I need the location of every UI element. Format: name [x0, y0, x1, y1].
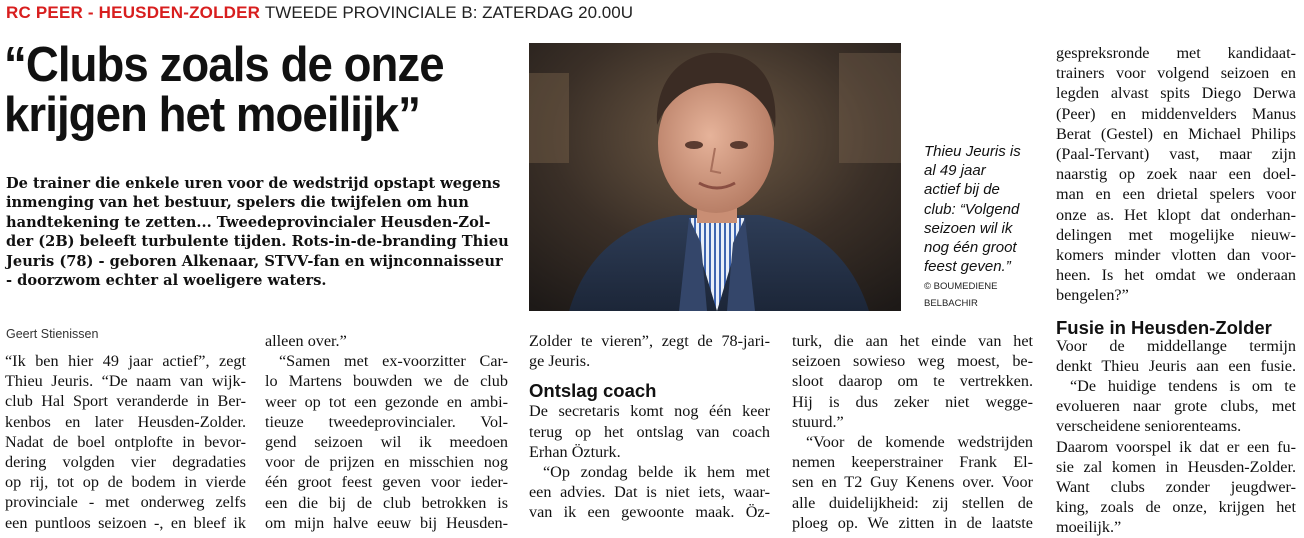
body-line: lo Martens bouwden we de club — [265, 372, 508, 391]
body-line: provinciale - met onderweg zelfs — [5, 493, 246, 512]
body-line: tieuze tweedeprovincialer. Vol- — [265, 412, 508, 431]
body-line: bengelen?” — [1056, 286, 1129, 305]
caption-line: nog één groot — [924, 239, 1017, 257]
body-line: een die bij de club betrokken is — [265, 493, 508, 512]
caption-line: al 49 jaar — [924, 162, 986, 180]
body-column-1 — [5, 351, 246, 533]
body-line: kenbos en later Heusden-Zolder. — [5, 412, 246, 431]
body-line: legden alvast spits Diego Derwa — [1056, 84, 1296, 103]
body-line: voor de prijzen en misschien nog — [265, 453, 508, 472]
body-line: De secretaris komt nog één keer — [529, 402, 770, 421]
body-line: Want clubs zonder jeugdwer- — [1056, 478, 1296, 497]
body-line: dering volgden vier degradaties — [5, 453, 246, 472]
body-line: van ik een gewoonte maak. Öz- — [529, 503, 770, 522]
body-line: stuurd.” — [792, 412, 844, 431]
body-line: naarstig op zoek naar een doel- — [1056, 165, 1296, 184]
body-line: moeilijk.” — [1056, 518, 1122, 537]
body-line: “Samen met ex-voorzitter Car- — [279, 352, 508, 371]
credit-line: BELBACHIR — [924, 298, 978, 309]
credit-line: © BOUMEDIENE — [924, 281, 998, 292]
body-line: king, zoals de onze, krijgen het — [1056, 498, 1296, 517]
body-line: “De huidige tendens is om te — [1070, 377, 1296, 396]
body-line: (Paal-Tervant) vast, maar zijn — [1056, 145, 1296, 164]
body-line: Daarom voorspel ik dat er een fu- — [1056, 437, 1296, 456]
body-line: alle duidelijkheid: zij stellen de — [792, 493, 1033, 512]
body-line: heen. Is het omdat we onderaan — [1056, 266, 1296, 285]
body-line: man en een drietal spelers voor — [1056, 185, 1296, 204]
body-line: sen en T2 Guy Kenens over. Voor — [792, 473, 1033, 492]
body-line: seizoen sowieso weg moest, be- — [792, 352, 1033, 371]
body-line: een puntloos seizoen -, en bleef ik — [5, 513, 246, 532]
body-line: een advies. Dat is niet iets, waar- — [529, 483, 770, 502]
body-line: ge Jeuris. — [529, 352, 591, 371]
body-line: weer op tot een gezonde en ambi- — [265, 392, 508, 411]
subhead-fusie: Fusie in Heusden-Zolder — [1056, 316, 1272, 338]
body-line: Thieu Jeuris. “De naam van wijk- — [5, 372, 246, 391]
article-lead — [6, 174, 509, 290]
body-line: nemen keeperstrainer Frank El- — [792, 453, 1033, 472]
body-line: evolueren naar grote clubs, met — [1056, 397, 1296, 416]
body-line: turk, die aan het einde van het — [792, 332, 1033, 350]
body-line: “Ik ben hier 49 jaar actief”, zegt — [5, 352, 246, 370]
lead-line: Jeuris (78) - geboren Alkenaar, STVV-fan en wijnconnaisseur — [6, 252, 503, 270]
body-line: (Peer) en middenvelders Manus — [1056, 104, 1296, 123]
caption-line: club: “Volgend — [924, 200, 1020, 218]
body-line: Voor de middellange termijn — [1056, 336, 1296, 355]
body-line: club Hal Sport veranderde in Ber- — [5, 392, 246, 411]
caption-line: Thieu Jeuris is — [924, 143, 1021, 160]
portrait-photo — [529, 43, 901, 311]
body-line: trainers voor volgend seizoen en — [1056, 64, 1296, 83]
article-byline: Geert Stienissen — [6, 327, 99, 341]
body-line: één groot feest geven voor ieder- — [265, 473, 508, 492]
body-column-2 — [265, 331, 508, 533]
body-line: gespreksronde met kandidaat- — [1056, 44, 1296, 62]
body-line: gend seizoen wil ik meedoen — [265, 433, 508, 452]
photo-caption — [924, 142, 1044, 276]
subhead-ontslag-coach: Ontslag coach — [529, 380, 657, 402]
lead-line: - doorzwom echter al woeligere waters. — [6, 272, 327, 290]
headline-line: “Clubs zoals de onze — [4, 38, 444, 92]
body-column-4 — [792, 331, 1033, 533]
lead-line: handtekening te zetten... Tweedeprovincialer Heusden-Zol- — [6, 213, 491, 231]
body-line: op rij, tot op de bodem in vierde — [5, 473, 246, 492]
body-line: verscheidene seniorenteams. — [1056, 417, 1242, 436]
body-line: onze as. Het klopt dat onderhan- — [1056, 205, 1296, 224]
body-column-3 — [529, 331, 770, 523]
body-line: sie zal komen in Heusden-Zolder. — [1056, 457, 1296, 476]
body-line: terug op het ontslag van coach — [529, 422, 770, 441]
body-line: Erhan Özturk. — [529, 442, 621, 461]
body-line: Berat (Gestel) en Michael Philips — [1056, 124, 1296, 143]
article-headline — [4, 40, 488, 140]
lead-line: der (2B) beleeft turbulente tijden. Rots-in-de-branding Thieu — [6, 233, 509, 251]
caption-line: seizoen wil ik — [924, 219, 1013, 237]
body-line: Nadat de boel ontplofte in bevor- — [5, 432, 246, 451]
body-line: alleen over.” — [265, 332, 347, 350]
body-line: Hij is dus zeker niet wegge- — [792, 392, 1033, 411]
body-line: Zolder te vieren”, zegt de 78-jari- — [529, 332, 770, 350]
caption-line: feest geven.” — [924, 258, 1011, 276]
kicker-match-info: TWEEDE PROVINCIALE B: ZATERDAG 20.00U — [264, 3, 633, 22]
article-kicker — [6, 2, 633, 24]
body-line: sloot daarop om te vertrekken. — [792, 372, 1033, 391]
body-line: denkt Thieu Jeuris aan een fusie. — [1056, 356, 1296, 375]
body-line: “Voor de komende wedstrijden — [806, 433, 1033, 452]
lead-line: De trainer die enkele uren voor de wedstrijd opstapt wegens — [6, 175, 501, 192]
body-line: om mijn halve eeuw bij Heusden- — [265, 513, 508, 532]
headline-line: krijgen het moeilijk” — [4, 88, 421, 142]
body-line: ploeg op. We zitten in de laatste — [792, 513, 1033, 532]
portrait-image — [529, 43, 901, 311]
lead-line: inmenging van het bestuur, spelers die twijfelen om hun — [6, 194, 469, 212]
body-line: “Op zondag belde ik hem met — [543, 463, 770, 482]
photo-credit — [924, 278, 1044, 312]
body-line: komers minder vlotten dan voor- — [1056, 246, 1296, 265]
body-line: delingen met mogelijke nieuw- — [1056, 225, 1296, 244]
body-column-5 — [1056, 43, 1296, 538]
kicker-teams: RC PEER - HEUSDEN-ZOLDER — [6, 3, 261, 22]
caption-line: actief bij de — [924, 181, 1000, 199]
